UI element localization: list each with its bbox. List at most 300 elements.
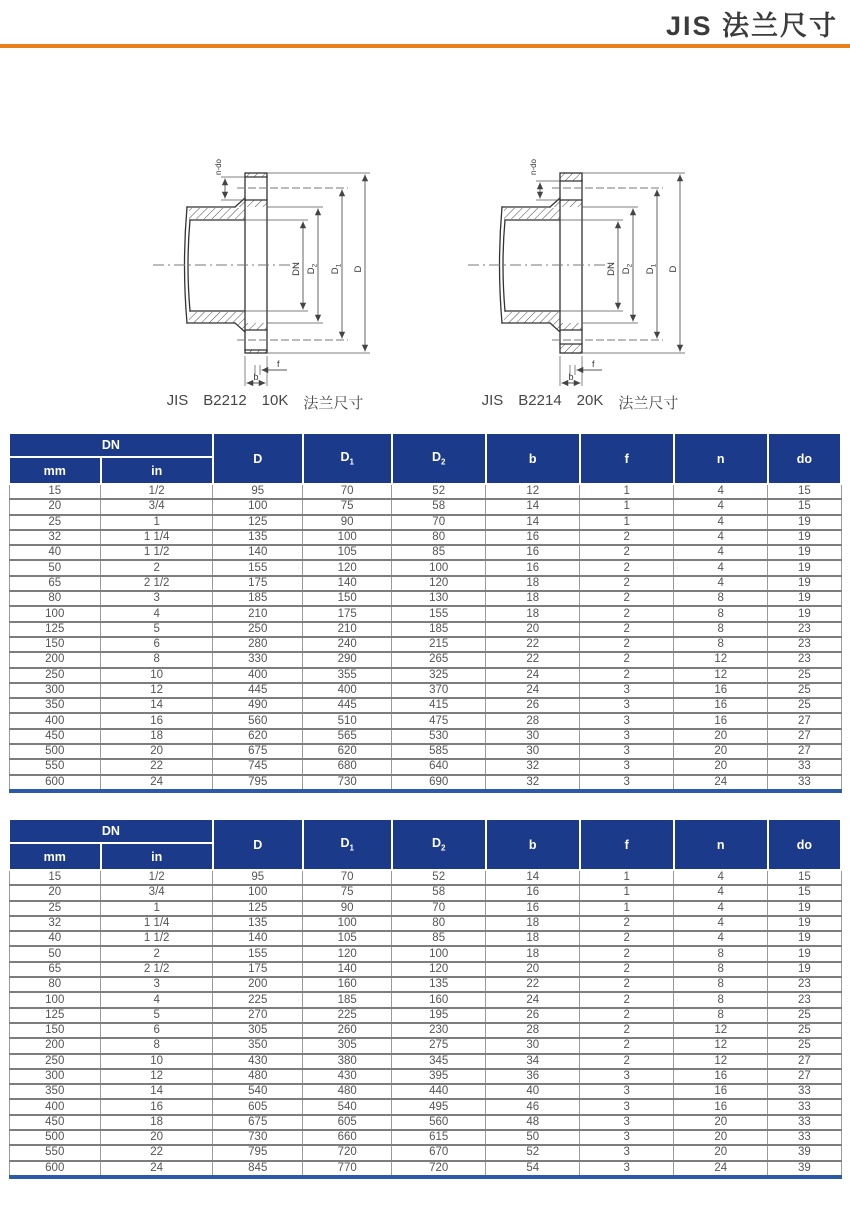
- table-cell: 380: [303, 1054, 392, 1069]
- table-cell: 58: [392, 499, 486, 514]
- table-cell: 39: [768, 1145, 841, 1160]
- b-label: b: [568, 372, 574, 382]
- table-cell: 46: [486, 1099, 580, 1114]
- table-cell: 1 1/4: [101, 916, 213, 931]
- col-header-mm: mm: [9, 457, 101, 484]
- table-cell: 3: [580, 1161, 674, 1177]
- drawing-caption-20k: [455, 392, 705, 413]
- table-cell: 1/2: [101, 870, 213, 885]
- table-cell: 27: [768, 1054, 841, 1069]
- table-cell: 65: [9, 576, 101, 591]
- table-cell: 19: [768, 591, 841, 606]
- table-cell: 18: [486, 916, 580, 931]
- table-cell: 3: [580, 1084, 674, 1099]
- table-cell: 20: [9, 885, 101, 900]
- table-cell: 24: [674, 775, 768, 791]
- table-cell: 325: [392, 668, 486, 683]
- page-title: JIS 法兰尺寸: [665, 11, 838, 41]
- table-cell: 2: [580, 668, 674, 683]
- col-header-d: D: [213, 433, 303, 484]
- table-cell: 12: [674, 1023, 768, 1038]
- table-cell: 3: [580, 1099, 674, 1114]
- table-cell: 265: [392, 652, 486, 667]
- table-row: [9, 622, 841, 637]
- table-cell: 3: [580, 1115, 674, 1130]
- table-cell: 19: [768, 931, 841, 946]
- table-cell: 300: [9, 1069, 101, 1084]
- table-cell: 120: [303, 946, 392, 961]
- table-cell: 40: [9, 545, 101, 560]
- table-cell: 18: [486, 591, 580, 606]
- flange-drawing-10k: [145, 130, 395, 393]
- table-cell: 4: [674, 530, 768, 545]
- table-cell: 670: [392, 1145, 486, 1160]
- table-cell: 395: [392, 1069, 486, 1084]
- table-cell: 95: [213, 870, 303, 885]
- table-cell: 225: [213, 992, 303, 1007]
- table-cell: 1: [580, 901, 674, 916]
- table-cell: 8: [674, 977, 768, 992]
- table-cell: 2: [580, 931, 674, 946]
- table-cell: 33: [768, 1115, 841, 1130]
- table-cell: 22: [486, 652, 580, 667]
- table-cell: 2: [580, 946, 674, 961]
- col-header-f: f: [580, 819, 674, 870]
- table-cell: 80: [9, 977, 101, 992]
- table-cell: 15: [9, 870, 101, 885]
- table-cell: 19: [768, 576, 841, 591]
- centerlines: [153, 188, 348, 340]
- table-cell: 600: [9, 1161, 101, 1177]
- d-label: D: [668, 265, 679, 273]
- table-cell: 12: [101, 1069, 213, 1084]
- table-cell: 27: [768, 713, 841, 728]
- table-cell: 415: [392, 698, 486, 713]
- table-cell: 24: [486, 683, 580, 698]
- table-cell: 8: [674, 637, 768, 652]
- caption-part: B2212: [203, 392, 247, 409]
- centerlines: [468, 188, 663, 340]
- table-cell: 16: [101, 1099, 213, 1114]
- table-cell: 8: [674, 606, 768, 621]
- table-cell: 350: [213, 1038, 303, 1053]
- table-cell: 3: [580, 729, 674, 744]
- table-cell: 3/4: [101, 499, 213, 514]
- table-cell: 20: [101, 1130, 213, 1145]
- table-cell: 445: [303, 698, 392, 713]
- table-cell: 16: [674, 1069, 768, 1084]
- d1-label: $D_1$: [645, 263, 658, 275]
- table-cell: 275: [392, 1038, 486, 1053]
- table-cell: 23: [768, 977, 841, 992]
- table-cell: 400: [9, 713, 101, 728]
- table-cell: 2: [580, 1054, 674, 1069]
- table-cell: 20: [674, 759, 768, 774]
- table-cell: 75: [303, 499, 392, 514]
- table-cell: 125: [9, 622, 101, 637]
- table-cell: 175: [303, 606, 392, 621]
- table-cell: 4: [101, 992, 213, 1007]
- table-cell: 33: [768, 775, 841, 791]
- table-cell: 510: [303, 713, 392, 728]
- table-cell: 2: [580, 916, 674, 931]
- table-row: [9, 946, 841, 961]
- table-cell: 18: [486, 576, 580, 591]
- table-cell: 90: [303, 515, 392, 530]
- table-row: [9, 637, 841, 652]
- table-cell: 12: [674, 1038, 768, 1053]
- col-header-dn: DN: [9, 819, 213, 843]
- table-cell: 560: [213, 713, 303, 728]
- table-header: [9, 433, 841, 484]
- table-cell: 1/2: [101, 484, 213, 499]
- table-row: [9, 775, 841, 791]
- table-cell: 4: [674, 560, 768, 575]
- drawing-caption-10k: [140, 392, 390, 413]
- table-cell: 1 1/4: [101, 530, 213, 545]
- table-cell: 135: [213, 530, 303, 545]
- table-cell: 26: [486, 698, 580, 713]
- table-cell: 16: [674, 683, 768, 698]
- table-cell: 1: [580, 499, 674, 514]
- table-cell: 16: [674, 713, 768, 728]
- table-cell: 3: [580, 759, 674, 774]
- table-cell: 140: [303, 576, 392, 591]
- table-cell: 675: [213, 744, 303, 759]
- table-cell: 600: [9, 775, 101, 791]
- table-row: [9, 901, 841, 916]
- table-cell: 85: [392, 545, 486, 560]
- caption-part: JIS: [481, 392, 504, 409]
- table-cell: 2: [580, 622, 674, 637]
- table-cell: 16: [486, 901, 580, 916]
- table-row: [9, 560, 841, 575]
- table-cell: 2: [580, 576, 674, 591]
- table-cell: 65: [9, 962, 101, 977]
- table-cell: 560: [392, 1115, 486, 1130]
- table-cell: 260: [303, 1023, 392, 1038]
- flange-table-20k: [8, 818, 842, 1179]
- table-cell: 58: [392, 885, 486, 900]
- table-cell: 1 1/2: [101, 545, 213, 560]
- table-cell: 100: [213, 499, 303, 514]
- table-cell: 2: [580, 977, 674, 992]
- table-cell: 480: [213, 1069, 303, 1084]
- table-cell: 80: [392, 916, 486, 931]
- table-row: [9, 576, 841, 591]
- table-cell: 8: [674, 992, 768, 1007]
- table-cell: 175: [213, 962, 303, 977]
- table-cell: 20: [486, 962, 580, 977]
- table-cell: 12: [674, 668, 768, 683]
- table-cell: 16: [674, 698, 768, 713]
- table-cell: 770: [303, 1161, 392, 1177]
- table-cell: 440: [392, 1084, 486, 1099]
- table-cell: 16: [674, 1099, 768, 1114]
- table-cell: 105: [303, 931, 392, 946]
- col-header-f: f: [580, 433, 674, 484]
- table-cell: 620: [213, 729, 303, 744]
- d2-label: $D_2$: [306, 263, 319, 275]
- table-cell: 215: [392, 637, 486, 652]
- table-cell: 430: [303, 1069, 392, 1084]
- table-cell: 20: [674, 729, 768, 744]
- table-cell: 18: [101, 1115, 213, 1130]
- table-cell: 305: [213, 1023, 303, 1038]
- flange-table-10k: [8, 432, 842, 793]
- table-cell: 160: [392, 992, 486, 1007]
- table-cell: 1: [101, 515, 213, 530]
- table-cell: 39: [768, 1161, 841, 1177]
- table-cell: 15: [768, 484, 841, 499]
- table-cell: 280: [213, 637, 303, 652]
- table-cell: 3: [580, 698, 674, 713]
- table-cell: 19: [768, 515, 841, 530]
- table-cell: 350: [9, 698, 101, 713]
- table-cell: 2: [580, 591, 674, 606]
- table-cell: 3: [101, 977, 213, 992]
- table-row: [9, 1054, 841, 1069]
- table-row: [9, 992, 841, 1007]
- table-cell: 430: [213, 1054, 303, 1069]
- table-cell: 540: [213, 1084, 303, 1099]
- table-cell: 370: [392, 683, 486, 698]
- table-cell: 4: [674, 901, 768, 916]
- table-row: [9, 698, 841, 713]
- table-row: [9, 744, 841, 759]
- table-cell: 33: [768, 1099, 841, 1114]
- flange-section-svg-10k: [145, 130, 395, 388]
- table-cell: 23: [768, 622, 841, 637]
- caption-part: B2214: [518, 392, 562, 409]
- table-cell: 22: [101, 1145, 213, 1160]
- table-cell: 4: [674, 931, 768, 946]
- table-cell: 155: [213, 946, 303, 961]
- header-accent-rule: [0, 44, 850, 48]
- table-cell: 210: [303, 622, 392, 637]
- dimension-labels: [529, 158, 679, 382]
- table-row: [9, 591, 841, 606]
- col-header-d2: $D_2$: [392, 433, 486, 484]
- table-cell: 450: [9, 1115, 101, 1130]
- table-cell: 95: [213, 484, 303, 499]
- table-cell: 40: [486, 1084, 580, 1099]
- table-cell: 22: [486, 977, 580, 992]
- caption-part: 10K: [261, 392, 289, 409]
- table-cell: 52: [392, 484, 486, 499]
- table-body: [9, 870, 841, 1177]
- table-cell: 22: [101, 759, 213, 774]
- table-cell: 16: [486, 885, 580, 900]
- table-cell: 54: [486, 1161, 580, 1177]
- table-row: [9, 759, 841, 774]
- table-cell: 330: [213, 652, 303, 667]
- table-cell: 8: [101, 652, 213, 667]
- table-cell: 2: [580, 637, 674, 652]
- table-cell: 27: [768, 729, 841, 744]
- table-cell: 52: [486, 1145, 580, 1160]
- table-cell: 19: [768, 901, 841, 916]
- table-cell: 5: [101, 622, 213, 637]
- table-cell: 4: [674, 576, 768, 591]
- table-cell: 250: [9, 1054, 101, 1069]
- table-cell: 52: [392, 870, 486, 885]
- table-cell: 19: [768, 545, 841, 560]
- table-cell: 500: [9, 1130, 101, 1145]
- table-row: [9, 1038, 841, 1053]
- table-cell: 1: [580, 484, 674, 499]
- table-cell: 48: [486, 1115, 580, 1130]
- col-header-in: in: [101, 843, 213, 870]
- table-cell: 795: [213, 1145, 303, 1160]
- table-cell: 28: [486, 1023, 580, 1038]
- table-cell: 15: [768, 870, 841, 885]
- table-cell: 2: [580, 545, 674, 560]
- table-cell: 605: [303, 1115, 392, 1130]
- table-cell: 3/4: [101, 885, 213, 900]
- caption-part: 法兰尺寸: [303, 395, 364, 412]
- table-cell: 23: [768, 652, 841, 667]
- table-cell: 160: [303, 977, 392, 992]
- table-cell: 33: [768, 1130, 841, 1145]
- table-cell: 75: [303, 885, 392, 900]
- table-cell: 16: [486, 545, 580, 560]
- table-cell: 185: [303, 992, 392, 1007]
- table-cell: 140: [213, 931, 303, 946]
- table-cell: 135: [213, 916, 303, 931]
- table-cell: 640: [392, 759, 486, 774]
- table-cell: 10: [101, 1054, 213, 1069]
- table-cell: 15: [9, 484, 101, 499]
- table-row: [9, 499, 841, 514]
- table-cell: 24: [101, 775, 213, 791]
- table-cell: 2: [580, 606, 674, 621]
- table-cell: 14: [486, 870, 580, 885]
- table-cell: 300: [9, 683, 101, 698]
- table-cell: 2: [580, 1008, 674, 1023]
- table-cell: 19: [768, 530, 841, 545]
- table-cell: 150: [9, 1023, 101, 1038]
- table-cell: 19: [768, 946, 841, 961]
- table-cell: 24: [101, 1161, 213, 1177]
- table-cell: 32: [9, 916, 101, 931]
- table-cell: 12: [101, 683, 213, 698]
- table-cell: 16: [486, 530, 580, 545]
- table-cell: 540: [303, 1099, 392, 1114]
- table-cell: 1: [580, 885, 674, 900]
- dimension-labels: [214, 158, 364, 382]
- table-cell: 30: [486, 729, 580, 744]
- table-row: [9, 515, 841, 530]
- col-header-d2: $D_2$: [392, 819, 486, 870]
- table-cell: 720: [392, 1161, 486, 1177]
- table-cell: 18: [486, 946, 580, 961]
- table-cell: 100: [9, 606, 101, 621]
- table-cell: 14: [101, 1084, 213, 1099]
- table-cell: 20: [674, 1130, 768, 1145]
- col-header-b: b: [486, 819, 580, 870]
- table-cell: 80: [9, 591, 101, 606]
- table-cell: 120: [303, 560, 392, 575]
- table-cell: 690: [392, 775, 486, 791]
- table-cell: 100: [392, 560, 486, 575]
- table-cell: 25: [9, 515, 101, 530]
- table-cell: 355: [303, 668, 392, 683]
- table-cell: 22: [486, 637, 580, 652]
- table-row: [9, 729, 841, 744]
- table-cell: 290: [303, 652, 392, 667]
- table-cell: 1: [580, 515, 674, 530]
- table-cell: 155: [213, 560, 303, 575]
- table-cell: 195: [392, 1008, 486, 1023]
- table-cell: 12: [674, 652, 768, 667]
- table-cell: 50: [486, 1130, 580, 1145]
- dn-label: DN: [291, 262, 302, 276]
- table-cell: 19: [768, 606, 841, 621]
- table-cell: 4: [674, 499, 768, 514]
- table-cell: 100: [392, 946, 486, 961]
- table-cell: 70: [392, 901, 486, 916]
- table-row: [9, 484, 841, 499]
- table-cell: 20: [101, 744, 213, 759]
- table-cell: 120: [392, 576, 486, 591]
- table-cell: 4: [674, 885, 768, 900]
- table-cell: 125: [9, 1008, 101, 1023]
- table-row: [9, 1099, 841, 1114]
- table-cell: 490: [213, 698, 303, 713]
- table-cell: 845: [213, 1161, 303, 1177]
- table-cell: 2 1/2: [101, 576, 213, 591]
- table-cell: 19: [768, 916, 841, 931]
- table-cell: 305: [303, 1038, 392, 1053]
- table-cell: 27: [768, 744, 841, 759]
- table-cell: 90: [303, 901, 392, 916]
- col-header-do: do: [768, 819, 841, 870]
- table-cell: 3: [580, 775, 674, 791]
- table-cell: 2: [580, 530, 674, 545]
- table-cell: 185: [213, 591, 303, 606]
- table-cell: 2: [580, 560, 674, 575]
- table-cell: 25: [768, 668, 841, 683]
- table-cell: 2: [580, 652, 674, 667]
- col-header-n: n: [674, 433, 768, 484]
- table-cell: 4: [674, 870, 768, 885]
- n-do-label: n-do: [529, 158, 538, 175]
- table-cell: 3: [580, 744, 674, 759]
- table-cell: 550: [9, 1145, 101, 1160]
- table-cell: 36: [486, 1069, 580, 1084]
- table-row: [9, 606, 841, 621]
- table-cell: 250: [9, 668, 101, 683]
- table-cell: 24: [486, 992, 580, 1007]
- col-header-d1: $D_1$: [303, 433, 392, 484]
- table-cell: 15: [768, 499, 841, 514]
- table-cell: 32: [486, 759, 580, 774]
- table-cell: 2: [580, 962, 674, 977]
- table-cell: 26: [486, 1008, 580, 1023]
- table-cell: 16: [674, 1084, 768, 1099]
- table-cell: 745: [213, 759, 303, 774]
- table-row: [9, 683, 841, 698]
- table-cell: 4: [674, 515, 768, 530]
- table-cell: 125: [213, 901, 303, 916]
- table-cell: 615: [392, 1130, 486, 1145]
- table-row: [9, 530, 841, 545]
- table-cell: 70: [303, 870, 392, 885]
- table-cell: 2: [580, 992, 674, 1007]
- table-cell: 8: [674, 591, 768, 606]
- table-row: [9, 931, 841, 946]
